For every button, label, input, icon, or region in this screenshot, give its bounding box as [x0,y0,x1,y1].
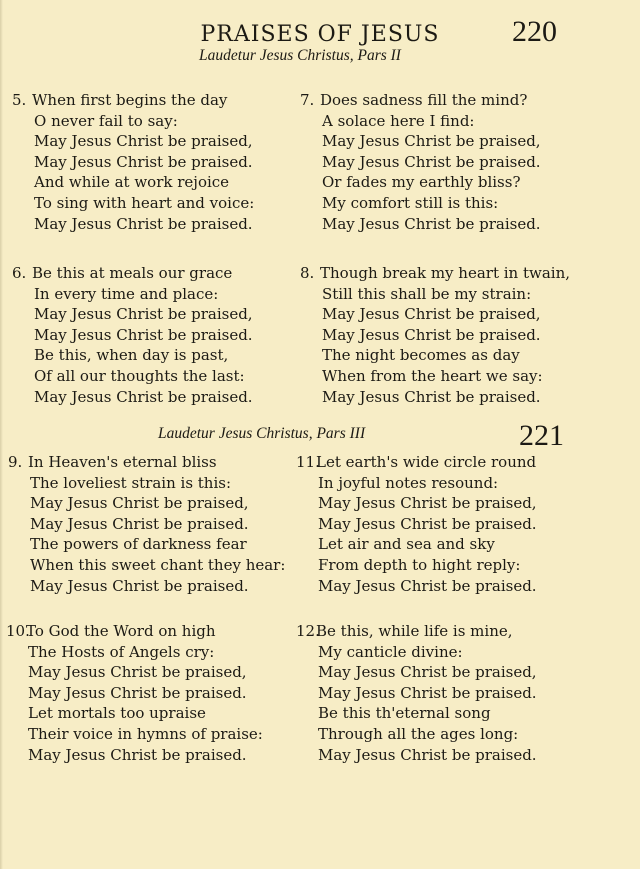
verse-line: May Jesus Christ be praised, [322,132,541,151]
verse-line: May Jesus Christ be praised. [322,152,541,171]
stanza [12,263,253,407]
verse-text: Be this, while life is mine, [316,622,513,640]
stanza-number: 10. [6,622,30,640]
verse-line: Be this th'eternal song [318,704,491,723]
verse-line: The Hosts of Angels cry: [28,642,215,661]
verse-text: Though break my heart in twain, [320,264,571,282]
verse-line: To sing with heart and voice: [34,193,255,212]
stanza [296,452,537,596]
verse-line [300,90,541,111]
stanza-number: 5. [12,91,27,109]
verse-line [12,263,253,284]
verse-line: Let air and sea and sky [318,535,495,554]
verse-text: Be this at meals our grace [32,264,233,282]
verse-line: Be this, when day is past, [34,346,229,365]
verse-text: In Heaven's eternal bliss [28,453,217,471]
verse-line: From depth to hight reply: [318,555,521,574]
verse-text: To God the Word on high [26,622,216,640]
verse-line: The loveliest strain is this: [30,473,232,492]
verse-line: May Jesus Christ be praised. [318,514,537,533]
page-number-2: 221 [519,419,564,452]
verse-line: The powers of darkness fear [30,535,247,554]
verse-line: May Jesus Christ be praised. [34,214,253,233]
stanza-number: 11. [296,453,320,471]
verse-line: May Jesus Christ be praised. [28,745,247,764]
stanza-number: 8. [300,264,315,282]
verse-text: Does sadness fill the mind? [320,91,528,109]
verse-line: When from the heart we say: [322,366,543,385]
verse-text: Let earth's wide circle round [316,453,537,471]
verse-line: Still this shall be my strain: [322,284,532,303]
stanza [296,621,537,765]
verse-line: May Jesus Christ be praised. [318,576,537,595]
verse-line: Let mortals too upraise [28,704,206,723]
verse-line: May Jesus Christ be praised. [34,152,253,171]
stanza-number: 12. [296,622,320,640]
verse-line [6,621,263,642]
stanza [12,90,254,234]
verse-line [8,452,285,473]
section-subtitle: Laudetur Jesus Christus, Pars II [199,47,401,64]
verse-line: May Jesus Christ be praised. [322,325,541,344]
verse-line [12,90,254,111]
verse-line: May Jesus Christ be praised, [30,494,249,513]
verse-line: May Jesus Christ be praised, [318,663,537,682]
verse-line: And while at work rejoice [34,173,230,192]
verse-line: May Jesus Christ be praised. [34,325,253,344]
page-number: 220 [512,15,557,48]
stanza-number: 9. [8,453,23,471]
verse-line: May Jesus Christ be praised, [34,305,253,324]
verse-line: May Jesus Christ be praised, [34,132,253,151]
stanza [6,621,263,765]
verse-line: Or fades my earthly bliss? [322,173,521,192]
verse-text: When first begins the day [32,91,228,109]
verse-line: My canticle divine: [318,642,463,661]
verse-line: A solace here I find: [322,111,475,130]
verse-line: May Jesus Christ be praised. [318,683,537,702]
stanza-number: 6. [12,264,27,282]
verse-line [300,263,570,284]
verse-line: May Jesus Christ be praised. [28,683,247,702]
verse-line: May Jesus Christ be praised, [322,305,541,324]
verse-line: Of all our thoughts the last: [34,366,245,385]
verse-line: May Jesus Christ be praised. [322,387,541,406]
stanza [300,90,541,234]
verse-line: Through all the ages long: [318,724,519,743]
verse-line: May Jesus Christ be praised. [30,514,249,533]
verse-line: Their voice in hymns of praise: [28,724,263,743]
verse-line: In every time and place: [34,284,219,303]
verse-line [296,621,537,642]
verse-line: May Jesus Christ be praised. [30,576,249,595]
verse-line: May Jesus Christ be praised. [34,387,253,406]
page-title: PRAISES OF JESUS [200,22,440,47]
verse-line: When this sweet chant they hear: [30,555,286,574]
verse-line: May Jesus Christ be praised. [322,214,541,233]
stanza-number: 7. [300,91,315,109]
verse-line: My comfort still is this: [322,193,499,212]
verse-line: May Jesus Christ be praised. [318,745,537,764]
verse-line: The night becomes as day [322,346,520,365]
verse-line: O never fail to say: [34,111,178,130]
stanza [8,452,285,596]
verse-line: May Jesus Christ be praised, [28,663,247,682]
verse-line [296,452,537,473]
verse-line: May Jesus Christ be praised, [318,494,537,513]
stanza [300,263,570,407]
page-edge-shadow [0,0,3,869]
verse-line: In joyful notes resound: [318,473,499,492]
section-subtitle-2: Laudetur Jesus Christus, Pars III [158,425,366,442]
